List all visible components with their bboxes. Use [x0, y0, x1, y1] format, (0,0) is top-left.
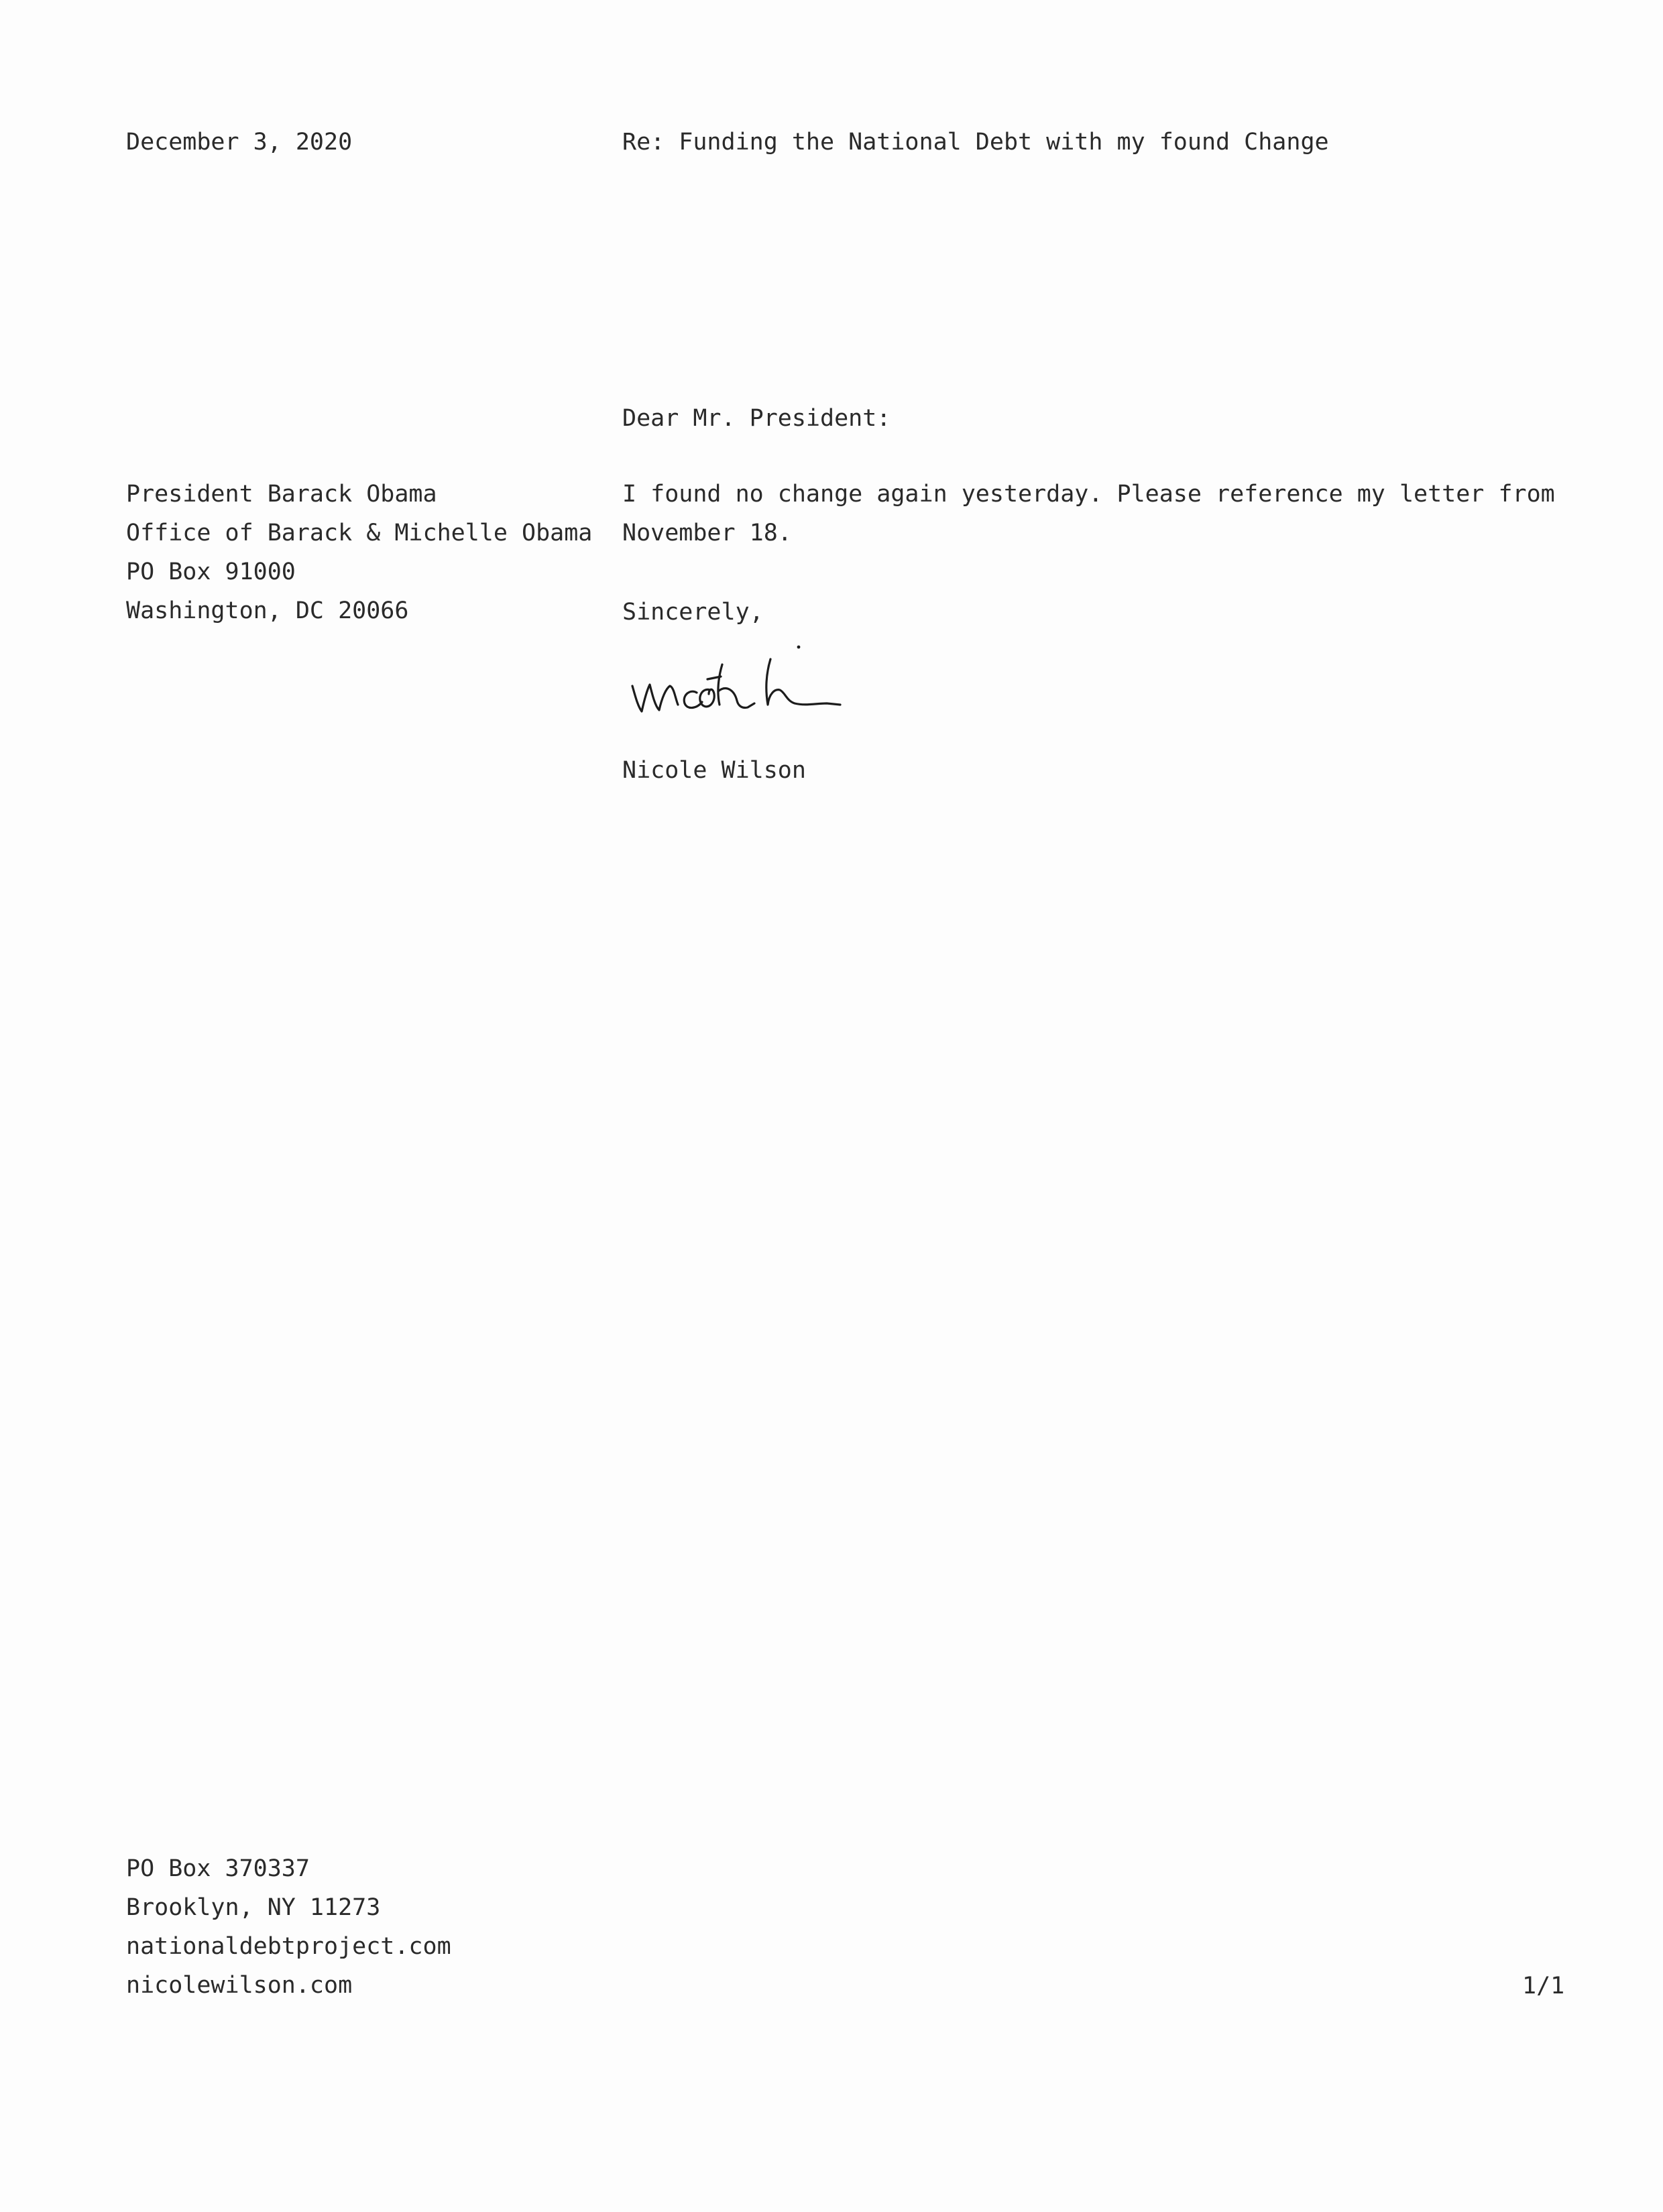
closing: Sincerely, — [622, 599, 764, 626]
page-number: 1/1 — [1522, 1973, 1565, 1999]
sender-address — [126, 1849, 451, 2005]
sender-po-box: PO Box 370337 — [126, 1855, 310, 1882]
recipient-name: President Barack Obama — [126, 481, 437, 508]
recipient-po-box: PO Box 91000 — [126, 559, 296, 585]
recipient-city: Washington, DC 20066 — [126, 597, 409, 624]
letter-subject: Re: Funding the National Debt with my found Change — [622, 129, 1329, 156]
letter-body — [622, 475, 1555, 552]
recipient-address — [126, 475, 592, 630]
handwritten-signature — [627, 634, 942, 721]
body-line: November 18. — [622, 520, 792, 546]
salutation: Dear Mr. President: — [622, 405, 891, 432]
recipient-office: Office of Barack & Michelle Obama — [126, 520, 593, 546]
letter-date: December 3, 2020 — [126, 129, 353, 156]
signer-name: Nicole Wilson — [622, 757, 806, 784]
body-line: I found no change again yesterday. Please reference my letter from — [622, 481, 1555, 508]
sender-city: Brooklyn, NY 11273 — [126, 1894, 381, 1921]
sender-website: nicolewilson.com — [126, 1972, 353, 1999]
sender-website: nationaldebtproject.com — [126, 1933, 451, 1960]
